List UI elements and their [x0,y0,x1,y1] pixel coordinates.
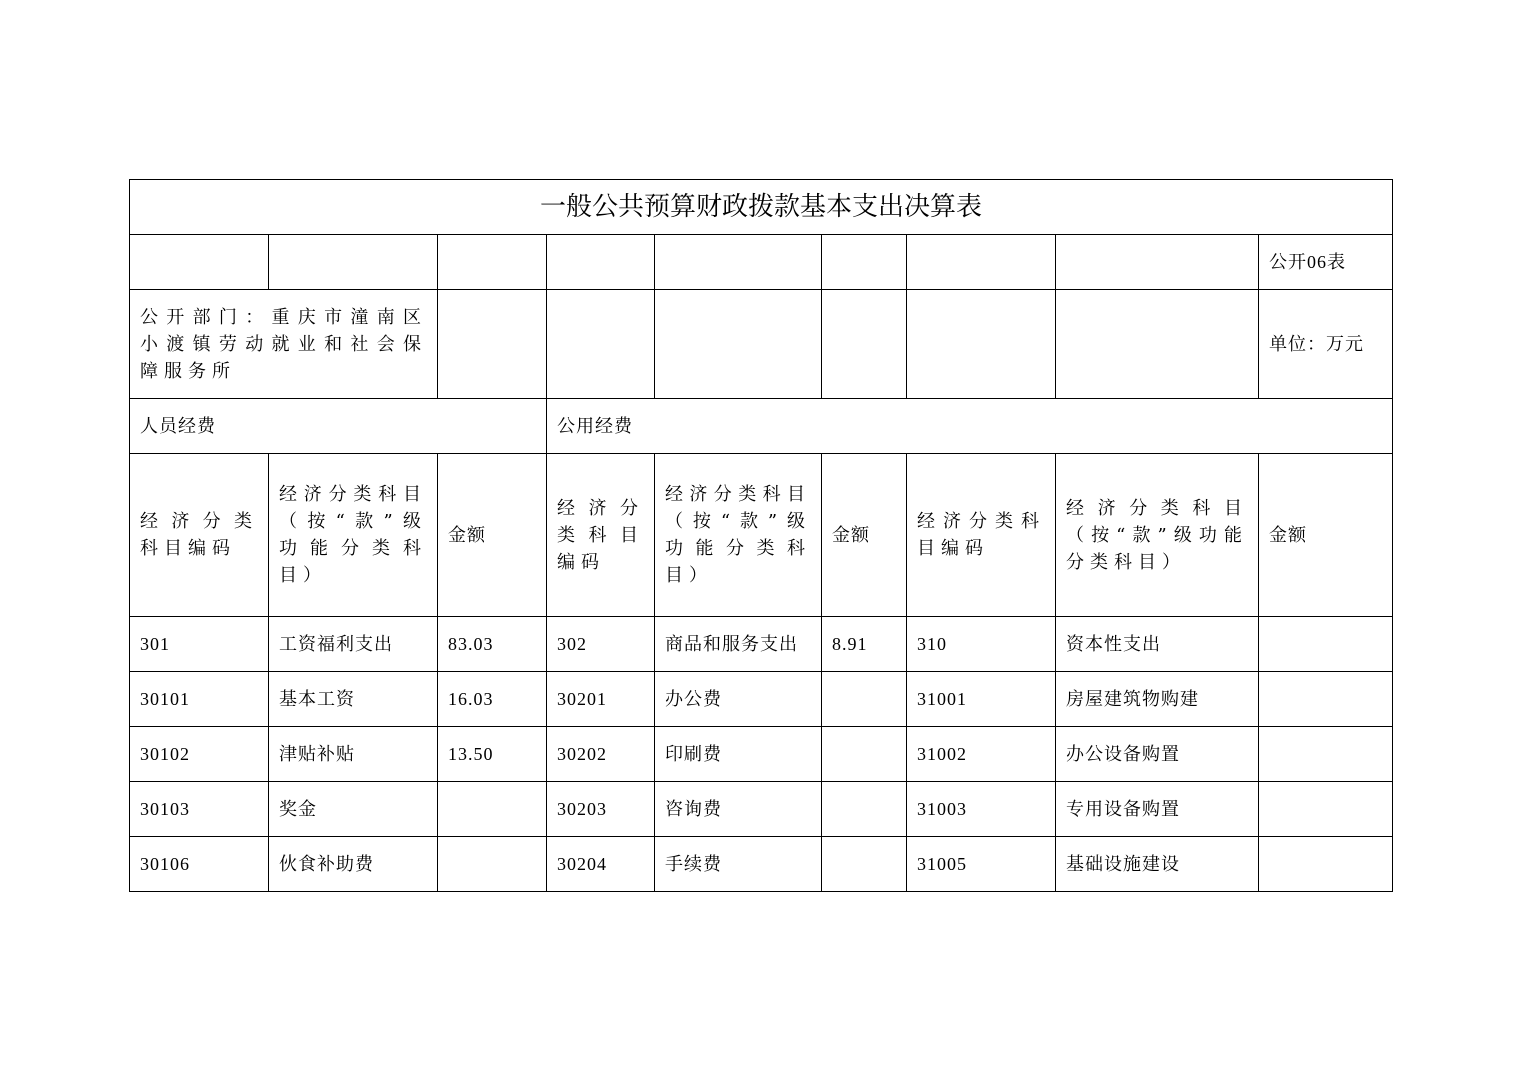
empty-cell [438,235,547,290]
budget-table [129,179,1393,892]
amount-cell [1259,617,1393,672]
code-cell: 30203 [547,782,655,837]
code-cell: 302 [547,617,655,672]
header-row [130,454,1393,617]
name-cell: 咨询费 [655,782,822,837]
amount-cell [1259,782,1393,837]
code-cell: 301 [130,617,269,672]
empty-cell [822,290,907,399]
empty-cell [269,235,438,290]
name-cell: 基本工资 [269,672,438,727]
name-cell: 津贴补贴 [269,727,438,782]
amount-cell: 16.03 [438,672,547,727]
amount-cell [822,782,907,837]
empty-cell [907,235,1056,290]
name-cell: 伙食补助费 [269,837,438,892]
code-cell: 31002 [907,727,1056,782]
code-cell: 30102 [130,727,269,782]
table-row [130,617,1393,672]
code-cell: 30106 [130,837,269,892]
name-cell: 办公设备购置 [1056,727,1259,782]
name-cell: 基础设施建设 [1056,837,1259,892]
name-cell: 办公费 [655,672,822,727]
table-row [130,782,1393,837]
table-row [130,672,1393,727]
empty-cell [438,290,547,399]
name-cell: 资本性支出 [1056,617,1259,672]
empty-cell [130,235,269,290]
header-code: 经济分类科目编码 [130,454,269,617]
table-title: 一般公共预算财政拨款基本支出决算表 [130,180,1393,235]
group-personnel: 人员经费 [130,399,547,454]
amount-cell [822,672,907,727]
code-cell: 30103 [130,782,269,837]
header-amount: 金额 [1259,454,1393,617]
code-cell: 310 [907,617,1056,672]
amount-cell: 83.03 [438,617,547,672]
name-cell: 奖金 [269,782,438,837]
code-cell: 30204 [547,837,655,892]
amount-cell: 8.91 [822,617,907,672]
name-cell: 房屋建筑物购建 [1056,672,1259,727]
header-name: 经济分类科目（按“款”级功能分类科目） [269,454,438,617]
name-cell: 印刷费 [655,727,822,782]
title-row [130,180,1393,235]
group-public: 公用经费 [547,399,1393,454]
amount-cell: 13.50 [438,727,547,782]
amount-cell [822,837,907,892]
empty-cell [1056,290,1259,399]
table-row [130,837,1393,892]
code-cell: 31005 [907,837,1056,892]
code-cell: 30201 [547,672,655,727]
table-number: 公开06表 [1259,235,1393,290]
empty-cell [547,290,655,399]
code-cell: 31003 [907,782,1056,837]
table-number-row [130,235,1393,290]
amount-cell [1259,672,1393,727]
group-row [130,399,1393,454]
name-cell: 工资福利支出 [269,617,438,672]
header-name: 经济分类科目（按“款”级功能分类科目） [655,454,822,617]
name-cell: 专用设备购置 [1056,782,1259,837]
code-cell: 30101 [130,672,269,727]
department-label: 公开部门：重庆市潼南区小渡镇劳动就业和社会保障服务所 [130,290,438,399]
code-cell: 30202 [547,727,655,782]
empty-cell [907,290,1056,399]
amount-cell [438,782,547,837]
header-amount: 金额 [822,454,907,617]
name-cell: 商品和服务支出 [655,617,822,672]
code-cell: 31001 [907,672,1056,727]
amount-cell [1259,837,1393,892]
empty-cell [655,235,822,290]
amount-cell [822,727,907,782]
header-amount: 金额 [438,454,547,617]
department-row [130,290,1393,399]
header-name: 经济分类科目（按“款”级功能分类科目） [1056,454,1259,617]
name-cell: 手续费 [655,837,822,892]
empty-cell [655,290,822,399]
empty-cell [1056,235,1259,290]
empty-cell [822,235,907,290]
empty-cell [547,235,655,290]
amount-cell [1259,727,1393,782]
header-code: 经济分类科目编码 [907,454,1056,617]
header-code: 经济分类科目编码 [547,454,655,617]
amount-cell [438,837,547,892]
table-row [130,727,1393,782]
unit-label: 单位：万元 [1259,290,1393,399]
